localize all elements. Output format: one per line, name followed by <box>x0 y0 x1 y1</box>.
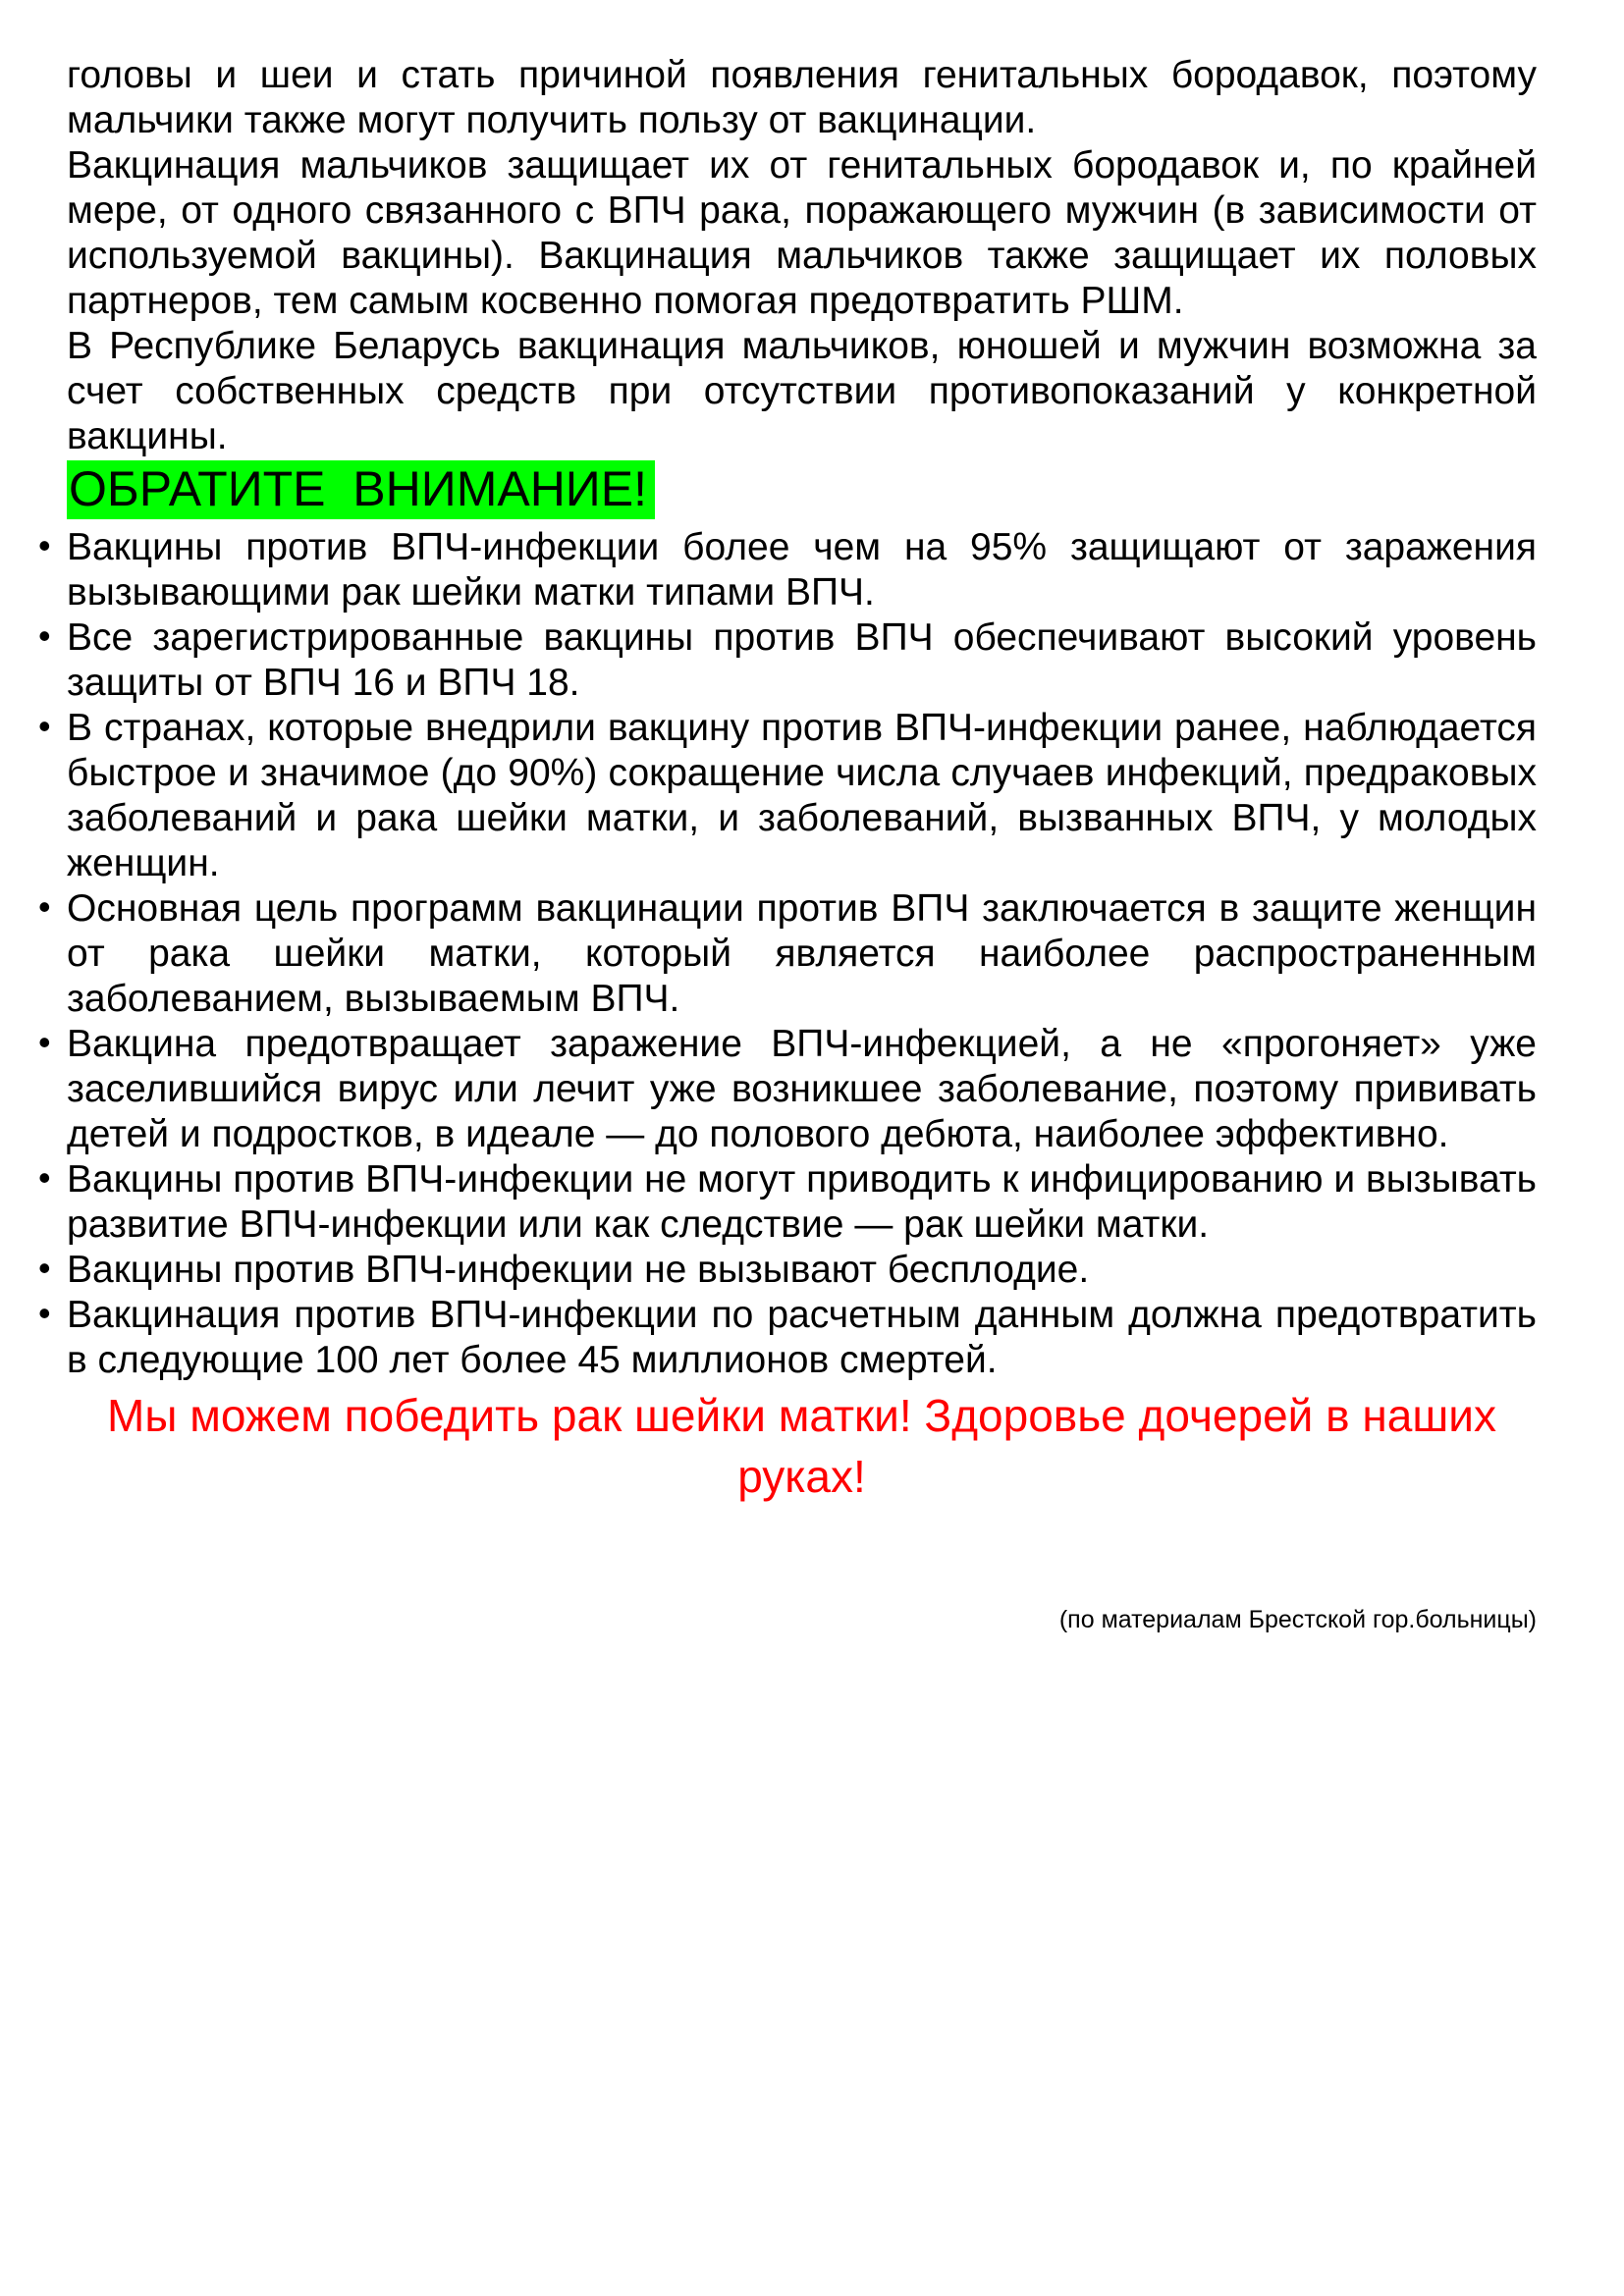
list-item: • Вакцинация против ВПЧ-инфекции по расчетным данным должна предотвратить в следующие 100 лет более 45 миллионов смертей. <box>67 1293 1537 1383</box>
list-item: • Все зарегистрированные вакцины против ВПЧ обеспечивают высокий уровень защиты от ВПЧ 16 и ВПЧ 18. <box>67 615 1537 706</box>
list-item: • Основная цель программ вакцинации против ВПЧ заключается в защите женщин от рака шейки матки, который является наиболее распространенным заболеванием, вызываемым ВПЧ. <box>67 886 1537 1022</box>
closing-slogan: Мы можем победить рак шейки матки! Здоровье дочерей в наших руках! <box>107 1390 1496 1502</box>
list-item: • Вакцины против ВПЧ-инфекции не вызывают бесплодие. <box>67 1248 1537 1293</box>
paragraph-boys-protection: Вакцинация мальчиков защищает их от генитальных бородавок и, по крайней мере, от одного связанного с ВПЧ рака, поражающего мужчин (в зависимости от используемой вакцины). Вакцинация мальчиков также защищает их половых партнеров, тем самым косвенно помогая предотвратить РШМ. <box>67 144 1537 322</box>
list-item: • Вакцины против ВПЧ-инфекции более чем на 95% защищают от заражения вызывающими рак шейки матки типами ВПЧ. <box>67 525 1537 615</box>
attention-heading-line <box>67 460 1537 523</box>
paragraph-boys-benefit: головы и шеи и стать причиной появления генитальных бородавок, поэтому мальчики также могут получить пользу от вакцинации. <box>67 54 1537 141</box>
paragraph-belarus-vaccination: В Республике Беларусь вакцинация мальчиков, юношей и мужчин возможна за счет собственных средств при отсутствии противопоказаний у конкретной вакцины. <box>67 325 1537 457</box>
list-item: • В странах, которые внедрили вакцину против ВПЧ-инфекции ранее, наблюдается быстрое и значимое (до 90%) сокращение числа случаев инфекций, предраковых заболеваний и рака шейки матки, и заболеваний, вызванных ВПЧ, у молодых женщин. <box>67 706 1537 886</box>
attention-heading-highlight: ОБРАТИТЕ ВНИМАНИЕ! <box>67 460 655 519</box>
source-credit: (по материалам Брестской гор.больницы) <box>1058 1606 1537 1633</box>
facts-bullet-list <box>67 525 1537 1383</box>
list-item: • Вакцины против ВПЧ-инфекции не могут приводить к инфицированию и вызывать развитие ВПЧ-инфекции или как следствие — рак шейки матки. <box>67 1157 1537 1248</box>
list-item: • Вакцина предотвращает заражение ВПЧ-инфекцией, а не «прогоняет» уже заселившийся вирус или лечит уже возникшее заболевание, поэтому прививать детей и подростков, в идеале — до полового дебюта, наиболее эффективно. <box>67 1022 1537 1157</box>
